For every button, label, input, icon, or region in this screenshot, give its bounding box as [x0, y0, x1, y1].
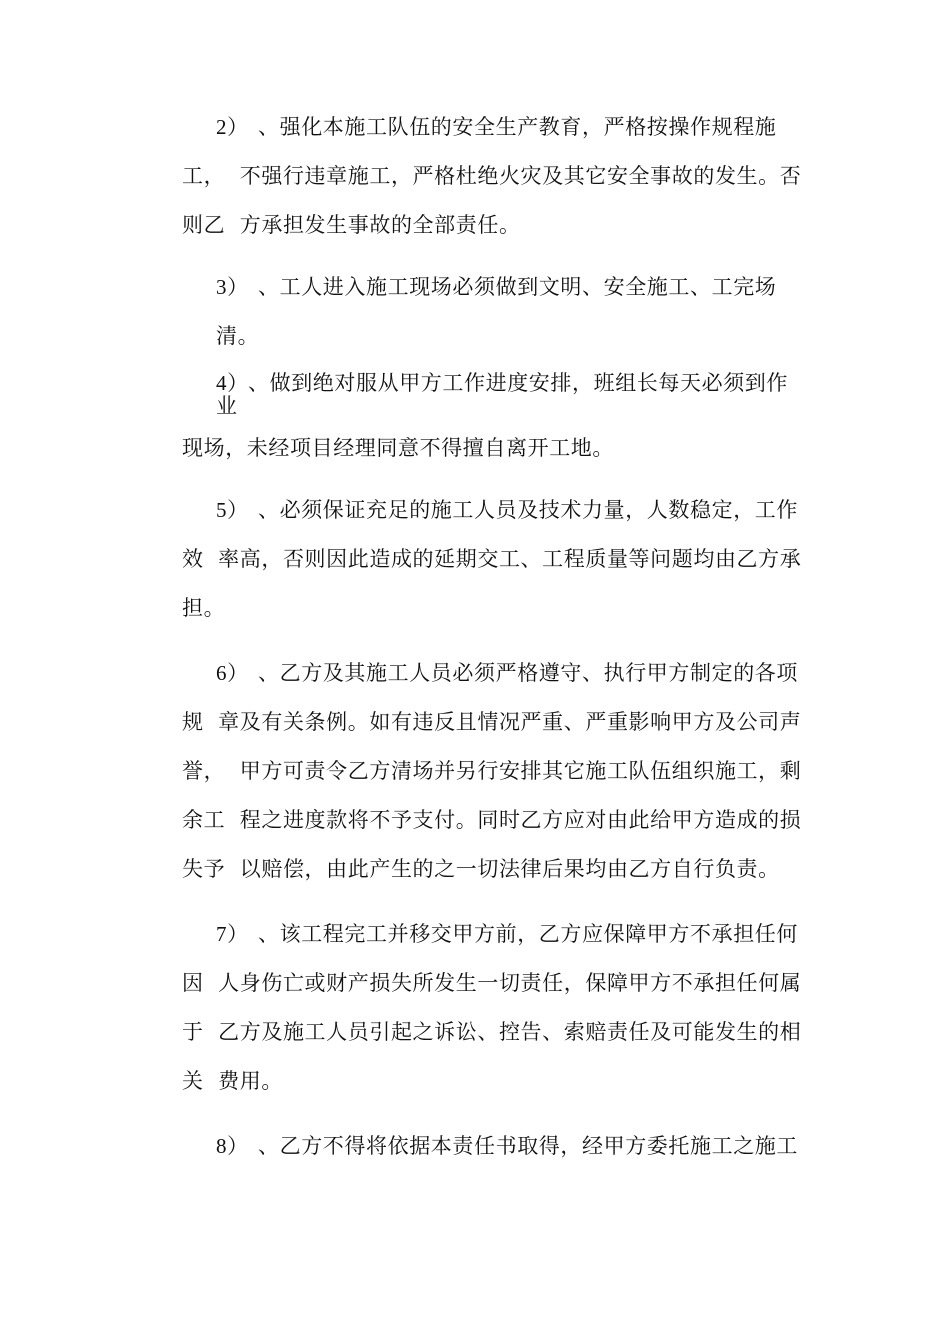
item-3-line-2: 清。: [216, 324, 260, 348]
item-number: 6）: [216, 661, 249, 685]
item-5-line-2: 效 率高，否则因此造成的延期交工、工程质量等问题均由乙方承: [182, 547, 802, 571]
item-6-line-3: 誉， 甲方可责令乙方清场并另行安排其它施工队伍组织施工，剩: [182, 759, 802, 783]
item-number: 7）: [216, 922, 249, 946]
item-6-line-5: 失予 以赔偿，由此产生的之一切法律后果均由乙方自行负责。: [182, 857, 780, 881]
item-number: 4）: [216, 371, 249, 395]
item-3-number: [216, 274, 249, 300]
item-7-number: [216, 921, 249, 947]
item-2-line-3: 则乙 方承担发生事故的全部责任。: [182, 213, 521, 237]
item-7-line-2: 因 人身伤亡或财产损失所发生一切责任，保障甲方不承担任何属: [182, 971, 802, 995]
item-7-line-3: 于 乙方及施工人员引起之诉讼、控告、索赔责任及可能发生的相: [182, 1020, 802, 1044]
item-number: 5）: [216, 498, 249, 522]
item-8-number: [216, 1133, 249, 1159]
item-7-line-4: 关 费用。: [182, 1069, 283, 1093]
item-4-line-3: 现场，未经项目经理同意不得擅自离开工地。: [182, 436, 614, 460]
item-number: 2）: [216, 115, 249, 139]
item-number: 3）: [216, 275, 249, 299]
item-6-number: [216, 660, 249, 686]
item-3-line-1: 、工人进入施工现场必须做到文明、安全施工、工完场: [258, 275, 777, 299]
item-number: 8）: [216, 1134, 249, 1158]
item-6-line-1: 、乙方及其施工人员必须严格遵守、执行甲方制定的各项: [258, 661, 798, 685]
item-2-line-2: 工， 不强行违章施工，严格杜绝火灾及其它安全事故的发生。否: [182, 164, 802, 188]
item-2-line-1: 、强化本施工队伍的安全生产教育，严格按操作规程施: [258, 115, 777, 139]
item-4-line-2: 业: [216, 394, 238, 418]
item-7-line-1: 、该工程完工并移交甲方前，乙方应保障甲方不承担任何: [258, 922, 798, 946]
item-2-number: [216, 114, 249, 140]
item-5-line-1: 、必须保证充足的施工人员及技术力量，人数稳定，工作: [258, 498, 798, 522]
item-6-line-4: 余工 程之进度款将不予支付。同时乙方应对由此给甲方造成的损: [182, 808, 802, 832]
item-4-line-1: 、做到绝对服从甲方工作进度安排，班组长每天必须到作: [248, 371, 788, 395]
item-5-line-3: 担。: [182, 596, 226, 620]
item-5-number: [216, 497, 249, 523]
item-8-line-1: 、乙方不得将依据本责任书取得，经甲方委托施工之施工: [258, 1134, 798, 1158]
item-6-line-2: 规 章及有关条例。如有违反且情况严重、严重影响甲方及公司声: [182, 710, 802, 734]
